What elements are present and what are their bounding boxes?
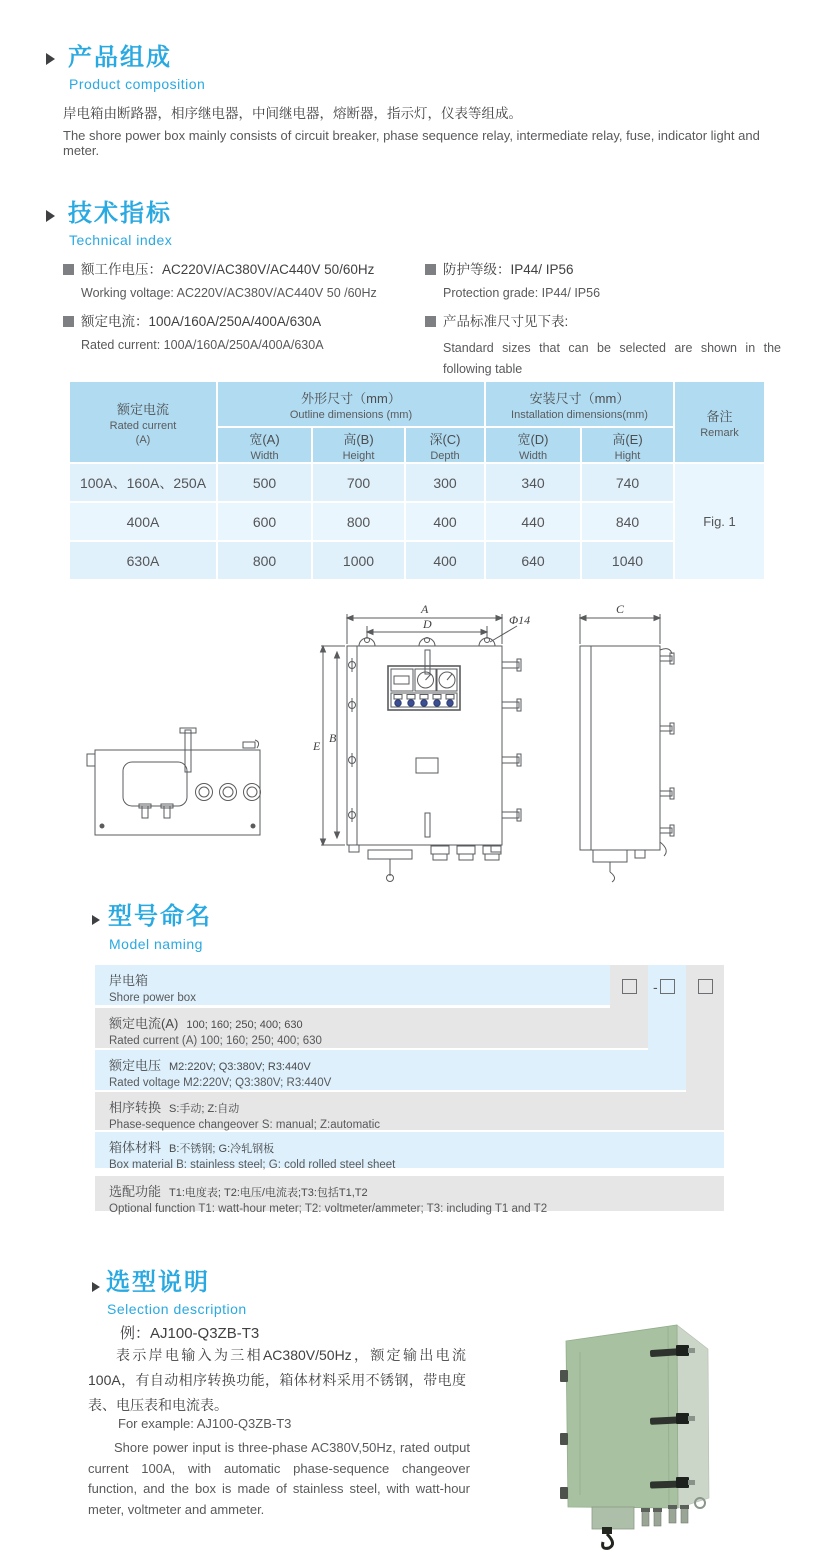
dim-label-d: D (423, 617, 432, 631)
section-arrow-icon (92, 915, 100, 925)
section-arrow-icon (92, 1282, 100, 1292)
naming-row-box-material: 箱体材料 B:不锈钢; G:冷轧钢板 Box material B: stainless steel; G: cold rolled steel sheet (95, 1132, 724, 1168)
table-row-cell: 440 (486, 503, 580, 540)
model-code-box-1 (622, 978, 637, 996)
table-row-cell: 700 (313, 464, 404, 501)
table-row-cell: 400A (70, 503, 216, 540)
naming-title-en: Model naming (109, 936, 203, 952)
naming-title-zh: 型号命名 (108, 903, 212, 930)
dim-label-phi14: Φ14 (509, 613, 531, 627)
standard-sizes-en: Standard sizes that can be selected are shown in the following table (443, 341, 781, 376)
table-row-cell: 640 (486, 542, 580, 579)
col-group-installation: 安装尺寸（mm） Installation dimensions(mm) (486, 382, 673, 426)
section-arrow-icon (46, 210, 55, 222)
dim-label-e: E (313, 739, 321, 753)
col-header-rated-current: 额定电流 Rated current (A) (70, 382, 216, 462)
col-header-height-b: 高(B) Height (313, 428, 404, 462)
working-voltage-en: Working voltage: AC220V/AC380V/AC440V 50 /60Hz (81, 286, 377, 300)
selection-example-en: For example: AJ100-Q3ZB-T3 (118, 1416, 292, 1431)
selection-title-en: Selection description (107, 1301, 247, 1317)
table-row-cell: 740 (582, 464, 673, 501)
naming-row-rated-current: 额定电流(A) 100; 160; 250; 400; 630 Rated current (A) 100; 160; 250; 400; 630 (95, 1008, 648, 1048)
table-row-cell: 1040 (582, 542, 673, 579)
remark-cell: Fig. 1 (675, 464, 764, 579)
table-row-cell: 500 (218, 464, 311, 501)
selection-paragraph-en: Shore power input is three-phase AC380V,50Hz, rated output current 100A, with automatic phase-sequence changeover function, and the box is made of stainless steel, with watt-hour meter, voltmeter and ammeter. (88, 1440, 470, 1517)
table-row-cell: 840 (582, 503, 673, 540)
technical-item-voltage (63, 258, 413, 300)
composition-title-zh: 产品组成 (68, 44, 172, 71)
dim-label-b: B (329, 731, 337, 745)
naming-row-shore-power-box: 岸电箱 Shore power box (95, 965, 610, 1005)
table-row-cell: 300 (406, 464, 484, 501)
composition-section-marker (46, 52, 55, 70)
naming-row-optional-function: 选配功能 T1:电度表; T2:电压/电流表;T3:包括T1,T2 Optional function T1: watt-hour meter; T2: voltmeter/ammeter; T3: including T1 and T2 (95, 1176, 724, 1211)
table-row-cell: 340 (486, 464, 580, 501)
standard-sizes-zh: 产品标准尺寸见下表: (443, 314, 569, 329)
model-code-box-2: - (653, 978, 675, 996)
square-bullet-icon (425, 264, 436, 275)
table-row-cell: 600 (218, 503, 311, 540)
selection-example-zh: 例：AJ100-Q3ZB-T3 (120, 1325, 260, 1342)
selection-section-marker (92, 1279, 100, 1297)
naming-section-marker (92, 912, 100, 930)
model-code-box-3 (698, 978, 713, 996)
col-header-width-a: 宽(A) Width (218, 428, 311, 462)
table-row-cell: 400 (406, 542, 484, 579)
section-arrow-icon (46, 53, 55, 65)
col-header-depth-c: 深(C) Depth (406, 428, 484, 462)
table-row-cell: 100A、160A、250A (70, 464, 216, 501)
table-row-cell: 800 (313, 503, 404, 540)
col-header-width-d: 宽(D) Width (486, 428, 580, 462)
square-bullet-icon (63, 316, 74, 327)
working-voltage-zh: 额工作电压：AC220V/AC380V/AC440V 50/60Hz (81, 262, 375, 277)
table-row-cell: 630A (70, 542, 216, 579)
code-box-icon (660, 979, 675, 994)
dimensions-table (70, 382, 764, 579)
technical-item-protection (425, 258, 785, 300)
protection-grade-en: Protection grade: IP44/ IP56 (443, 286, 601, 300)
dim-label-a: A (421, 602, 429, 616)
technical-section-marker (46, 209, 55, 227)
model-naming-table (95, 965, 735, 1215)
col-group-outline: 外形尺寸（mm） Outline dimensions (mm) (218, 382, 484, 426)
rated-current-zh: 额定电流：100A/160A/250A/400A/630A (81, 314, 322, 329)
naming-row-phase-changeover: 相序转换 S:手动; Z:自动 Phase-sequence changeover S: manual; Z:automatic (95, 1092, 724, 1130)
col-header-height-e: 高(E) Hight (582, 428, 673, 462)
technical-item-current (63, 310, 413, 352)
table-row-cell: 800 (218, 542, 311, 579)
table-row-cell: 400 (406, 503, 484, 540)
selection-title-zh: 选型说明 (106, 1269, 210, 1296)
composition-body-zh: 岸电箱由断路器，相序继电器，中间继电器，熔断器，指示灯，仪表等组成。 (63, 106, 522, 121)
technical-title-zh: 技术指标 (68, 200, 172, 227)
code-box-icon (698, 979, 713, 994)
protection-grade-zh: 防护等级：IP44/ IP56 (443, 262, 574, 277)
col-header-remark: 备注 Remark (675, 382, 764, 462)
composition-title-en: Product composition (69, 76, 206, 92)
table-row-cell: 1000 (313, 542, 404, 579)
rated-current-en: Rated current: 100A/160A/250A/400A/630A (81, 338, 324, 352)
code-box-icon (622, 979, 637, 994)
selection-paragraph-zh: 表示岸电输入为三相AC380V/50Hz，额定输出电流100A，有自动相序转换功能，箱体材料采用不锈钢，带电度表、电压表和电流表。 (88, 1347, 466, 1413)
product-photo (550, 1315, 810, 1565)
naming-row-rated-voltage: 额定电压 M2:220V; Q3:380V; R3:440V Rated voltage M2:220V; Q3:380V; R3:440V (95, 1050, 686, 1090)
square-bullet-icon (63, 264, 74, 275)
technical-drawing (85, 580, 745, 890)
dim-label-c: C (616, 602, 625, 616)
technical-item-sizes (425, 310, 781, 380)
technical-title-en: Technical index (69, 232, 173, 248)
composition-body-en: The shore power box mainly consists of circuit breaker, phase sequence relay, intermediate relay, fuse, indicator light and meter. (63, 128, 760, 158)
square-bullet-icon (425, 316, 436, 327)
